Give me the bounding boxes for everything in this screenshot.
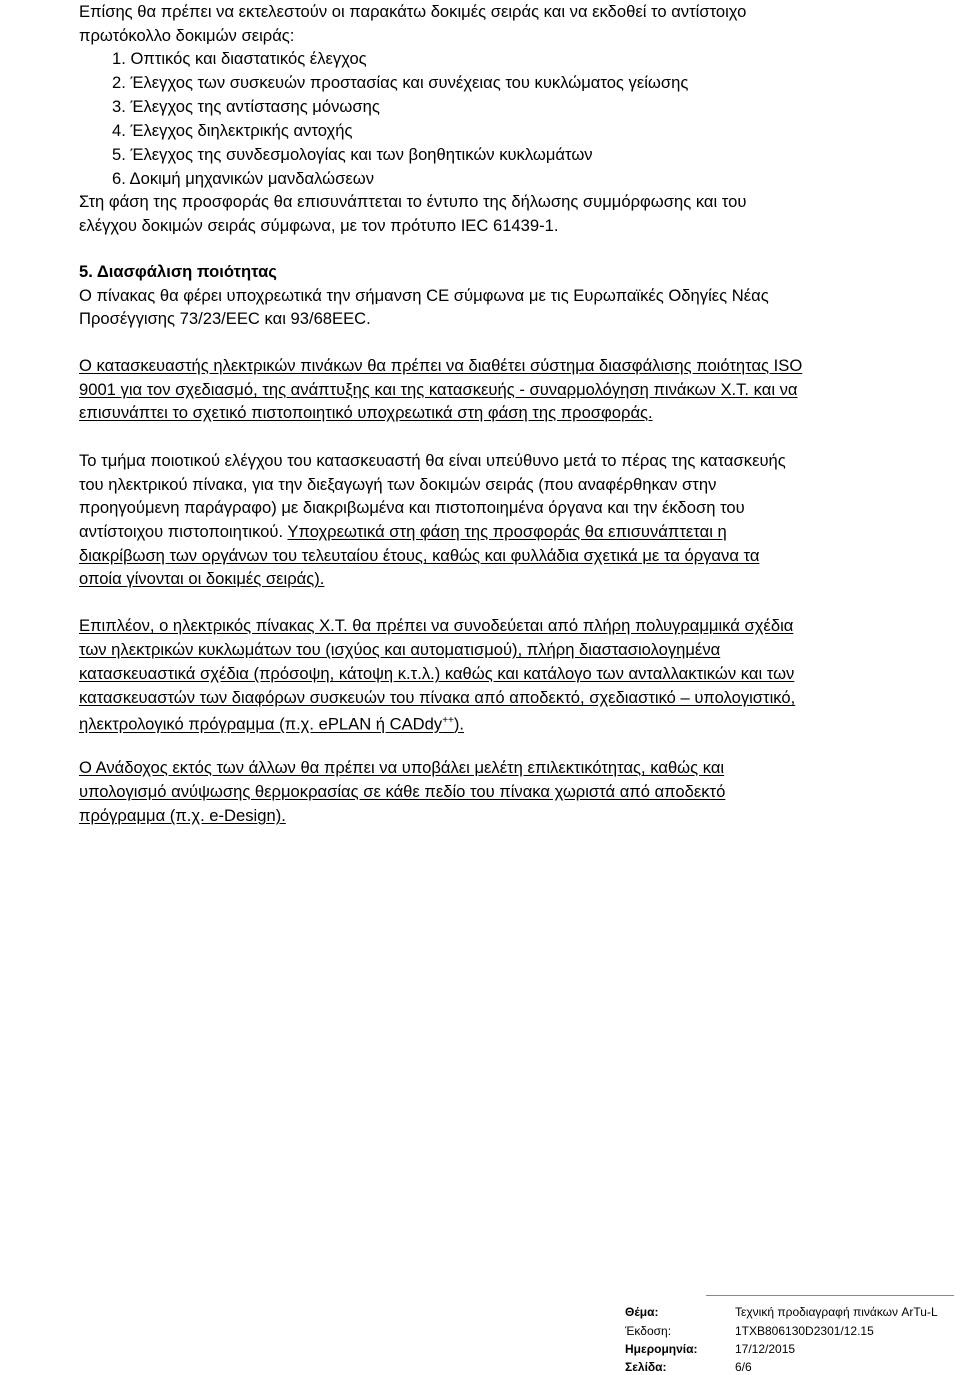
footer-page-label: Σελίδα: bbox=[625, 1360, 667, 1374]
drawings-line-5-sup: ++ bbox=[442, 715, 454, 726]
qc-line-3: προηγούμενη παράγραφο) με διακριβωμένα και πιστοποιημένα όργανα και την έκδοση του bbox=[79, 498, 745, 517]
intro-line-2: πρωτόκολλο δοκιμών σειράς: bbox=[79, 26, 295, 45]
intro-line-1: Επίσης θα πρέπει να εκτελεστούν οι παρακάτω δοκιμές σειράς και να εκδοθεί το αντίστοιχο bbox=[79, 2, 747, 21]
iso-line-1: Ο κατασκευαστής ηλεκτρικών πινάκων θα πρέπει να διαθέτει σύστημα διασφάλισης ποιότητας ISO bbox=[79, 356, 803, 375]
ce-line-2: Προσέγγισης 73/23/EEC και 93/68EEC. bbox=[79, 309, 371, 328]
qc-line-4 bbox=[79, 520, 727, 544]
iso-line-2: 9001 για τον σχεδιασμό, της ανάπτυξης και της κατασκευής - συναρμολόγηση πινάκων Χ.Τ. και να bbox=[79, 380, 798, 399]
test-item-2: 2. Έλεγχος των συσκευών προστασίας και συνέχειας του κυκλώματος γείωσης bbox=[112, 73, 689, 92]
test-item-6: 6. Δοκιμή μηχανικών μανδαλώσεων bbox=[112, 169, 374, 188]
drawings-line-2: των ηλεκτρικών κυκλωμάτων του (ισχύος και αυτοματισμού), πλήρη διαστασιολογημένα bbox=[79, 640, 721, 659]
ce-line-1: Ο πίνακας θα φέρει υποχρεωτικά την σήμανση CE σύμφωνα με τις Ευρωπαϊκές Οδηγίες Νέας bbox=[79, 286, 769, 305]
attach-line-1: Στη φάση της προσφοράς θα επισυνάπτεται το έντυπο της δήλωσης συμμόρφωσης και του bbox=[79, 192, 747, 211]
footer-edition: 1TXB806130D2301/12.15 bbox=[735, 1324, 874, 1338]
footer-edition-label: Έκδοση: bbox=[625, 1324, 672, 1338]
drawings-line-5-end: ). bbox=[453, 714, 465, 734]
drawings-line-3: κατασκευαστικά σχέδια (πρόσοψη, κάτοψη κ.τ.λ.) καθώς και κατάλογο των ανταλλακτικών και των bbox=[79, 664, 795, 683]
test-item-1: 1. Οπτικός και διαστατικός έλεγχος bbox=[112, 49, 367, 68]
test-item-5: 5. Έλεγχος της συνδεσμολογίας και των βοηθητικών κυκλωμάτων bbox=[112, 145, 593, 164]
section-heading: 5. Διασφάλιση ποιότητας bbox=[79, 262, 277, 281]
test-item-4: 4. Έλεγχος διηλεκτρικής αντοχής bbox=[112, 121, 353, 140]
qc-line-5: διακρίβωση των οργάνων του τελευταίου έτους, καθώς και φυλλάδια σχετικά με τα όργανα τα bbox=[79, 546, 760, 565]
attach-line-2: ελέγχου δοκιμών σειράς σύμφωνα, με τον πρότυπο IEC 61439-1. bbox=[79, 216, 559, 235]
footer-date: 17/12/2015 bbox=[735, 1342, 796, 1356]
drawings-line-1: Επιπλέον, ο ηλεκτρικός πίνακας Χ.Τ. θα πρέπει να συνοδεύεται από πλήρη πολυγραμμικά σχέδια bbox=[79, 616, 794, 635]
qc-line-4-underlined: Υποχρεωτικά στη φάση της προσφοράς θα επισυνάπτεται η bbox=[287, 522, 727, 541]
qc-line-4-plain: αντίστοιχου πιστοποιητικού. bbox=[79, 522, 288, 541]
qc-line-6: οποία γίνονται οι δοκιμές σειράς). bbox=[79, 569, 325, 588]
drawings-line-5-text: ηλεκτρολογικό πρόγραμμα (π.χ. ePLAN ή CADdy bbox=[79, 714, 443, 734]
contractor-line-2: υπολογισμό ανύψωσης θερμοκρασίας σε κάθε πεδίο του πίνακα χωριστά από αποδεκτό bbox=[79, 782, 726, 801]
footer-subject-label: Θέμα: bbox=[625, 1305, 659, 1319]
footer-date-label: Ημερομηνία: bbox=[625, 1342, 698, 1356]
footer-subject: Τεχνική προδιαγραφή πινάκων ArTu-L bbox=[735, 1305, 938, 1319]
contractor-line-1: Ο Ανάδοχος εκτός των άλλων θα πρέπει να υποβάλει μελέτη επιλεκτικότητας, καθώς και bbox=[79, 758, 725, 777]
qc-line-2: του ηλεκτρικού πίνακα, για την διεξαγωγή των δοκιμών σειράς (που αναφέρθηκαν στην bbox=[79, 475, 717, 494]
contractor-line-3: πρόγραμμα (π.χ. e-Design). bbox=[79, 806, 286, 825]
drawings-line-4: κατασκευαστών των διαφόρων συσκευών του πίνακα από αποδεκτό, σχεδιαστικό – υπολογιστικό, bbox=[79, 688, 796, 707]
test-item-3: 3. Έλεγχος της αντίστασης μόνωσης bbox=[112, 97, 380, 116]
footer-divider bbox=[706, 1295, 954, 1296]
drawings-line-5 bbox=[79, 709, 464, 737]
iso-line-3: επισυνάπτει το σχετικό πιστοποιητικό υποχρεωτικά στη φάση της προσφοράς. bbox=[79, 403, 653, 422]
footer-page: 6/6 bbox=[735, 1360, 752, 1374]
qc-line-1: Το τμήμα ποιοτικού ελέγχου του κατασκευαστή θα είναι υπεύθυνο μετά το πέρας της κατασκευής bbox=[79, 451, 786, 470]
